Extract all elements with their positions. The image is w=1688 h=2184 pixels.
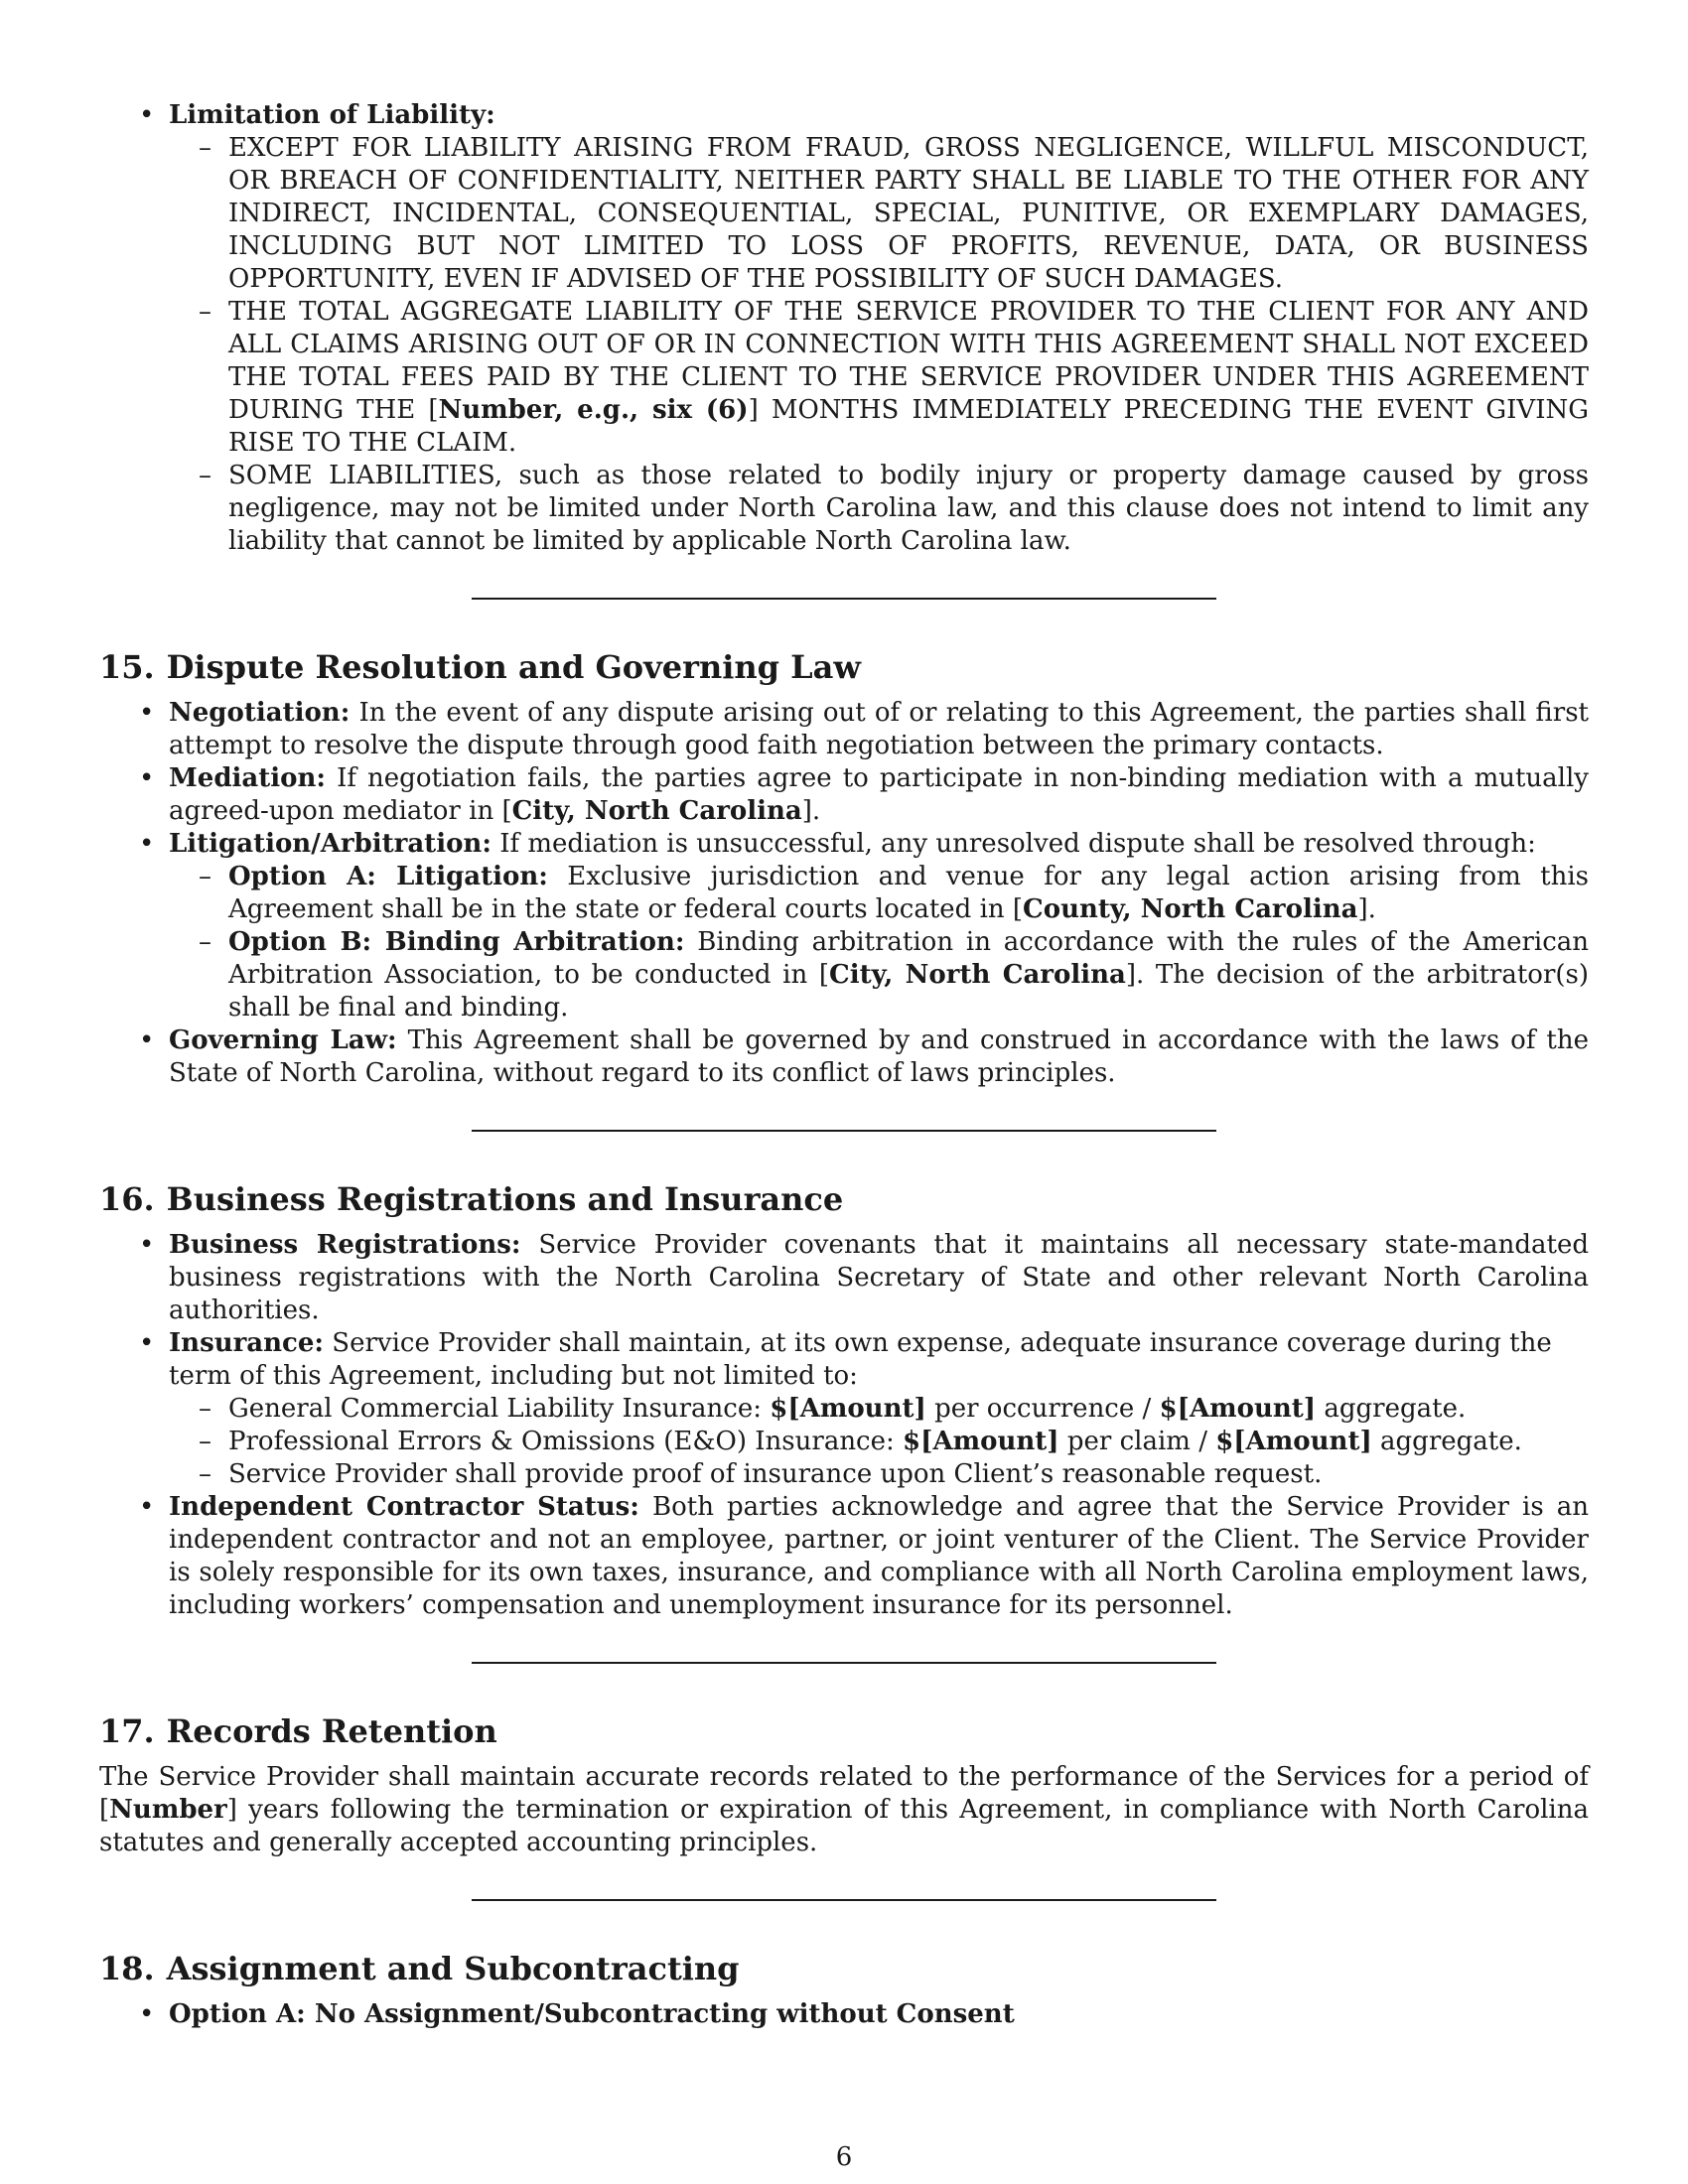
- governing-law-item: • Governing Law: This Agreement shall be governed by and construed in accordance with the laws of the State of North Carolina, without regard to its conflict of laws principles.: [99, 1024, 1589, 1090]
- section-18-heading: 18. Assignment and Subcontracting: [99, 1950, 740, 1987]
- insurance-list: [169, 1393, 1589, 1491]
- general-liability-item: – General Commercial Liability Insurance: $[Amount] per occurrence / $[Amount] aggregate.: [169, 1393, 1589, 1426]
- limitation-sublist: [169, 132, 1589, 558]
- limitation-title: Limitation of Liability:: [169, 100, 495, 130]
- mediation-item: • Mediation: If negotiation fails, the parties agree to participate in non-binding mediation with a mutually agreed-upon mediator in [City, North Carolina].: [99, 762, 1589, 828]
- section-15-heading: 15. Dispute Resolution and Governing Law: [99, 648, 861, 686]
- litigation-options: [169, 861, 1589, 1024]
- option-b-arbitration: – Option B: Binding Arbitration: Binding arbitration in accordance with the rules of the American Arbitration Association, to be conducted in [City, North Carolina]. The decision of the arbitrator(s) shall be final and binding.: [169, 926, 1589, 1024]
- limitation-clause-2: – THE TOTAL AGGREGATE LIABILITY OF THE SERVICE PROVIDER TO THE CLIENT FOR ANY AND ALL CLAIMS ARISING OUT OF OR IN CONNECTION WITH THIS AGREEMENT SHALL NOT EXCEED THE TOTAL FEES PAID BY THE CLIENT TO THE SERVICE PROVIDER UNDER THIS AGREEMENT DURING THE [Number, e.g., six (6)] MONTHS IMMEDIATELY PRECEDING THE EVENT GIVING RISE TO THE CLAIM.: [169, 296, 1589, 460]
- option-a-litigation: – Option A: Litigation: Exclusive jurisdiction and venue for any legal action arising from this Agreement shall be in the state or federal courts located in [County, North Carolina].: [169, 861, 1589, 926]
- document-page: [99, 99, 1589, 2031]
- litigation-item: • Litigation/Arbitration: If mediation is unsuccessful, any unresolved dispute shall be resolved through: – Option A: Litigation: Exclusive jurisdiction and venue for any legal action arising from this Agreement shall be in the state or federal courts located in [County, North Carolina]. – Option B: Binding Arbitration: Binding arbitration in accordance with the rules of the American Arbitration Association, to be conducted in [City, North Carolina]. The decision of the arbitrator(s) shall be final and binding.: [99, 828, 1589, 1024]
- limitation-clause-1: – EXCEPT FOR LIABILITY ARISING FROM FRAUD, GROSS NEGLIGENCE, WILLFUL MISCONDUCT, OR BREACH OF CONFIDENTIALITY, NEITHER PARTY SHALL BE LIABLE TO THE OTHER FOR ANY INDIRECT, INCIDENTAL, CONSEQUENTIAL, SPECIAL, PUNITIVE, OR EXEMPLARY DAMAGES, INCLUDING BUT NOT LIMITED TO LOSS OF PROFITS, REVENUE, DATA, OR BUSINESS OPPORTUNITY, EVEN IF ADVISED OF THE POSSIBILITY OF SUCH DAMAGES.: [169, 132, 1589, 296]
- independent-contractor-item: • Independent Contractor Status: Both parties acknowledge and agree that the Service Provider is an independent contractor and not an employee, partner, or joint venturer of the Client. The Service Provider is solely responsible for its own taxes, insurance, and compliance with all North Carolina employment laws, including workers’ compensation and unemployment insurance for its personnel.: [99, 1491, 1589, 1622]
- errors-omissions-item: – Professional Errors & Omissions (E&O) Insurance: $[Amount] per claim / $[Amount] aggregate.: [169, 1426, 1589, 1458]
- limitation-item: [99, 99, 1589, 558]
- assignment-option-a: • Option A: No Assignment/Subcontracting without Consent: [99, 1998, 1589, 2031]
- business-registrations-item: • Business Registrations: Service Provider covenants that it maintains all necessary state-mandated business registrations with the North Carolina Secretary of State and other relevant North Carolina authorities.: [99, 1229, 1589, 1327]
- section-16-heading: 16. Business Registrations and Insurance: [99, 1180, 844, 1218]
- records-retention-paragraph: The Service Provider shall maintain accurate records related to the performance of the Services for a period of [Number] years following the termination or expiration of this Agreement, in compliance with North Carolina statutes and generally accepted accounting principles.: [99, 1762, 1589, 1857]
- proof-of-insurance-item: – Service Provider shall provide proof of insurance upon Client’s reasonable request.: [169, 1458, 1589, 1491]
- limitation-clause-3: – SOME LIABILITIES, such as those related to bodily injury or property damage caused by gross negligence, may not be limited under North Carolina law, and this clause does not intend to limit any liability that cannot be limited by applicable North Carolina law.: [169, 460, 1589, 558]
- limitation-list: [99, 99, 1589, 558]
- section-18-list: [99, 1998, 1589, 2031]
- negotiation-item: • Negotiation: In the event of any dispute arising out of or relating to this Agreement, the parties shall first attempt to resolve the dispute through good faith negotiation between the primary contacts.: [99, 697, 1589, 762]
- page-number: 6: [835, 2142, 853, 2172]
- section-16-list: [99, 1229, 1589, 1622]
- section-17-heading: 17. Records Retention: [99, 1712, 497, 1750]
- section-15-list: [99, 697, 1589, 1090]
- insurance-item: • Insurance: Service Provider shall maintain, at its own expense, adequate insurance coverage during the term of this Agreement, including but not limited to: – General Commercial Liability Insurance: $[Amount] per occurrence / $[Amount] aggregate. – Professional Errors & Omissions (E&O) Insurance: $[Amount] per claim / $[Amount] aggregate. – Service Provider shall provide proof of insurance upon Client’s reasonable request.: [99, 1327, 1589, 1491]
